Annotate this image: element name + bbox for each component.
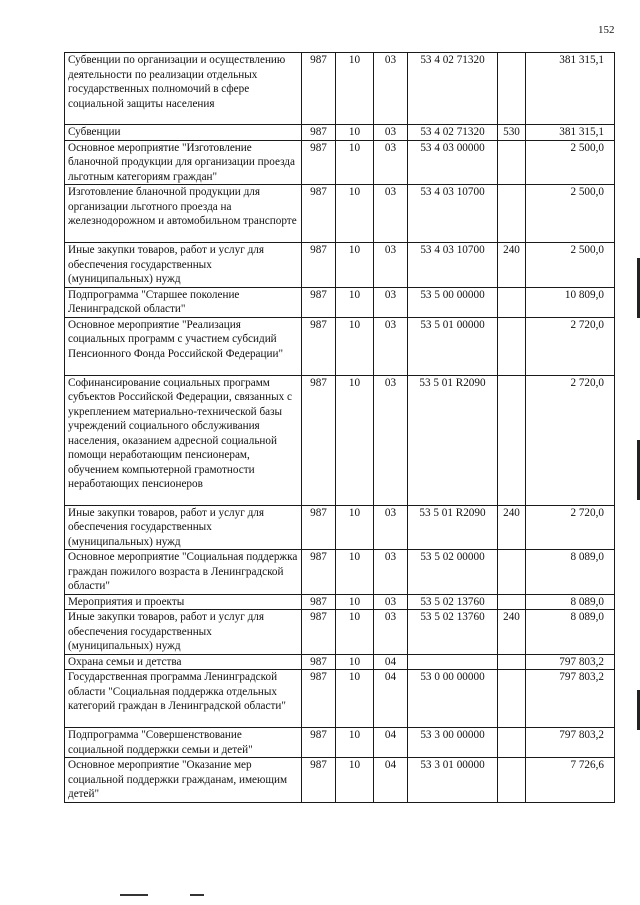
- cell-ministry-code: 987: [302, 594, 336, 610]
- cell-target-article: 53 5 00 00000: [408, 287, 498, 317]
- cell-section: 10: [336, 670, 374, 728]
- cell-section: 10: [336, 185, 374, 243]
- table-row: [65, 140, 615, 185]
- table-row: [65, 610, 615, 655]
- cell-amount: 2 720,0: [526, 317, 615, 375]
- cell-expense-type: 240: [498, 505, 526, 550]
- cell-amount: 2 500,0: [526, 185, 615, 243]
- cell-name: Мероприятия и проекты: [65, 594, 302, 610]
- cell-subsection: 03: [374, 140, 408, 185]
- table-row: [65, 317, 615, 375]
- cell-target-article: 53 5 01 00000: [408, 317, 498, 375]
- cell-amount: 381 315,1: [526, 125, 615, 141]
- table-row: [65, 185, 615, 243]
- cell-expense-type: [498, 654, 526, 670]
- cell-expense-type: [498, 185, 526, 243]
- cell-target-article: 53 4 02 71320: [408, 125, 498, 141]
- cell-expense-type: [498, 375, 526, 505]
- cell-subsection: 04: [374, 654, 408, 670]
- cell-name: Подпрограмма "Совершенствование социальной поддержки семьи и детей": [65, 728, 302, 758]
- cell-subsection: 03: [374, 185, 408, 243]
- cell-target-article: 53 5 02 13760: [408, 610, 498, 655]
- cell-name: Охрана семьи и детства: [65, 654, 302, 670]
- cell-target-article: 53 4 03 00000: [408, 140, 498, 185]
- cell-amount: 797 803,2: [526, 654, 615, 670]
- table-row: [65, 53, 615, 125]
- table-row: [65, 287, 615, 317]
- cell-subsection: 04: [374, 728, 408, 758]
- cell-subsection: 03: [374, 610, 408, 655]
- table-row: [65, 670, 615, 728]
- scan-artifact: [190, 894, 204, 896]
- cell-ministry-code: 987: [302, 53, 336, 125]
- cell-name: Иные закупки товаров, работ и услуг для обеспечения государственных (муниципальных) нужд: [65, 243, 302, 288]
- cell-expense-type: [498, 53, 526, 125]
- table-row: [65, 758, 615, 803]
- cell-amount: 2 500,0: [526, 243, 615, 288]
- cell-subsection: 03: [374, 550, 408, 595]
- cell-target-article: 53 5 01 R2090: [408, 505, 498, 550]
- cell-ministry-code: 987: [302, 243, 336, 288]
- cell-amount: 2 720,0: [526, 375, 615, 505]
- table-row: [65, 375, 615, 505]
- cell-subsection: 03: [374, 53, 408, 125]
- cell-ministry-code: 987: [302, 317, 336, 375]
- cell-target-article: 53 5 02 00000: [408, 550, 498, 595]
- cell-ministry-code: 987: [302, 125, 336, 141]
- cell-expense-type: 240: [498, 243, 526, 288]
- cell-subsection: 03: [374, 287, 408, 317]
- cell-amount: 8 089,0: [526, 610, 615, 655]
- cell-amount: 381 315,1: [526, 53, 615, 125]
- cell-name: Изготовление бланочной продукции для организации льготного проезда на железнодорожном и автомобильном транспорте: [65, 185, 302, 243]
- cell-expense-type: [498, 594, 526, 610]
- cell-amount: 797 803,2: [526, 670, 615, 728]
- budget-table: [64, 52, 615, 803]
- cell-section: 10: [336, 654, 374, 670]
- cell-amount: 8 089,0: [526, 550, 615, 595]
- cell-name: Государственная программа Ленинградской области "Социальная поддержка отдельных категорий граждан в Ленинградской области": [65, 670, 302, 728]
- cell-subsection: 03: [374, 594, 408, 610]
- table-row: [65, 594, 615, 610]
- cell-expense-type: 240: [498, 610, 526, 655]
- cell-target-article: 53 4 02 71320: [408, 53, 498, 125]
- cell-section: 10: [336, 505, 374, 550]
- cell-subsection: 03: [374, 125, 408, 141]
- cell-target-article: 53 3 00 00000: [408, 728, 498, 758]
- cell-subsection: 03: [374, 505, 408, 550]
- cell-amount: 2 720,0: [526, 505, 615, 550]
- table-row: [65, 728, 615, 758]
- cell-section: 10: [336, 610, 374, 655]
- cell-target-article: 53 4 03 10700: [408, 185, 498, 243]
- cell-expense-type: [498, 317, 526, 375]
- cell-section: 10: [336, 125, 374, 141]
- cell-target-article: 53 5 01 R2090: [408, 375, 498, 505]
- cell-ministry-code: 987: [302, 287, 336, 317]
- cell-name: Иные закупки товаров, работ и услуг для обеспечения государственных (муниципальных) нужд: [65, 505, 302, 550]
- cell-name: Субвенции по организации и осуществлению деятельности по реализации отдельных государственных полномочий в сфере социальной защиты населения: [65, 53, 302, 125]
- cell-subsection: 03: [374, 317, 408, 375]
- page-number: 152: [598, 24, 615, 36]
- cell-ministry-code: 987: [302, 550, 336, 595]
- cell-name: Основное мероприятие "Оказание мер социальной поддержки гражданам, имеющим детей": [65, 758, 302, 803]
- table-row: [65, 243, 615, 288]
- cell-ministry-code: 987: [302, 610, 336, 655]
- cell-target-article: 53 5 02 13760: [408, 594, 498, 610]
- cell-expense-type: [498, 670, 526, 728]
- cell-ministry-code: 987: [302, 140, 336, 185]
- cell-section: 10: [336, 728, 374, 758]
- scan-artifact: [120, 894, 148, 896]
- cell-name: Основное мероприятие "Реализация социальных программ с участием субсидий Пенсионного Фонда Российской Федерации": [65, 317, 302, 375]
- cell-expense-type: [498, 758, 526, 803]
- cell-subsection: 03: [374, 375, 408, 505]
- table-row: [65, 550, 615, 595]
- cell-name: Основное мероприятие "Социальная поддержка граждан пожилого возраста в Ленинградской области": [65, 550, 302, 595]
- cell-target-article: [408, 654, 498, 670]
- cell-expense-type: [498, 550, 526, 595]
- cell-expense-type: 530: [498, 125, 526, 141]
- cell-section: 10: [336, 550, 374, 595]
- cell-name: Основное мероприятие "Изготовление бланочной продукции для организации проезда льготным категориям граждан": [65, 140, 302, 185]
- cell-section: 10: [336, 758, 374, 803]
- cell-target-article: 53 4 03 10700: [408, 243, 498, 288]
- table-row: [65, 125, 615, 141]
- cell-ministry-code: 987: [302, 670, 336, 728]
- cell-subsection: 04: [374, 758, 408, 803]
- cell-section: 10: [336, 243, 374, 288]
- cell-expense-type: [498, 287, 526, 317]
- cell-section: 10: [336, 375, 374, 505]
- cell-target-article: 53 0 00 00000: [408, 670, 498, 728]
- cell-amount: 7 726,6: [526, 758, 615, 803]
- cell-section: 10: [336, 287, 374, 317]
- cell-expense-type: [498, 728, 526, 758]
- cell-section: 10: [336, 53, 374, 125]
- table-row: [65, 505, 615, 550]
- cell-name: Иные закупки товаров, работ и услуг для обеспечения государственных (муниципальных) нужд: [65, 610, 302, 655]
- cell-amount: 797 803,2: [526, 728, 615, 758]
- cell-amount: 10 809,0: [526, 287, 615, 317]
- table-row: [65, 654, 615, 670]
- cell-name: Софинансирование социальных программ субъектов Российской Федерации, связанных с укреплением материально-технической базы учреждений социального обслуживания населения, оказанием адресной социальной помощи неработающим пенсионерам, обучением компьютерной грамотности неработающих пенсионеров: [65, 375, 302, 505]
- cell-target-article: 53 3 01 00000: [408, 758, 498, 803]
- cell-ministry-code: 987: [302, 654, 336, 670]
- cell-ministry-code: 987: [302, 505, 336, 550]
- cell-section: 10: [336, 317, 374, 375]
- cell-name: Подпрограмма "Старшее поколение Ленинградской области": [65, 287, 302, 317]
- cell-expense-type: [498, 140, 526, 185]
- cell-section: 10: [336, 140, 374, 185]
- cell-ministry-code: 987: [302, 185, 336, 243]
- cell-amount: 8 089,0: [526, 594, 615, 610]
- cell-subsection: 03: [374, 243, 408, 288]
- cell-name: Субвенции: [65, 125, 302, 141]
- cell-section: 10: [336, 594, 374, 610]
- cell-ministry-code: 987: [302, 728, 336, 758]
- cell-ministry-code: 987: [302, 375, 336, 505]
- cell-ministry-code: 987: [302, 758, 336, 803]
- cell-amount: 2 500,0: [526, 140, 615, 185]
- cell-subsection: 04: [374, 670, 408, 728]
